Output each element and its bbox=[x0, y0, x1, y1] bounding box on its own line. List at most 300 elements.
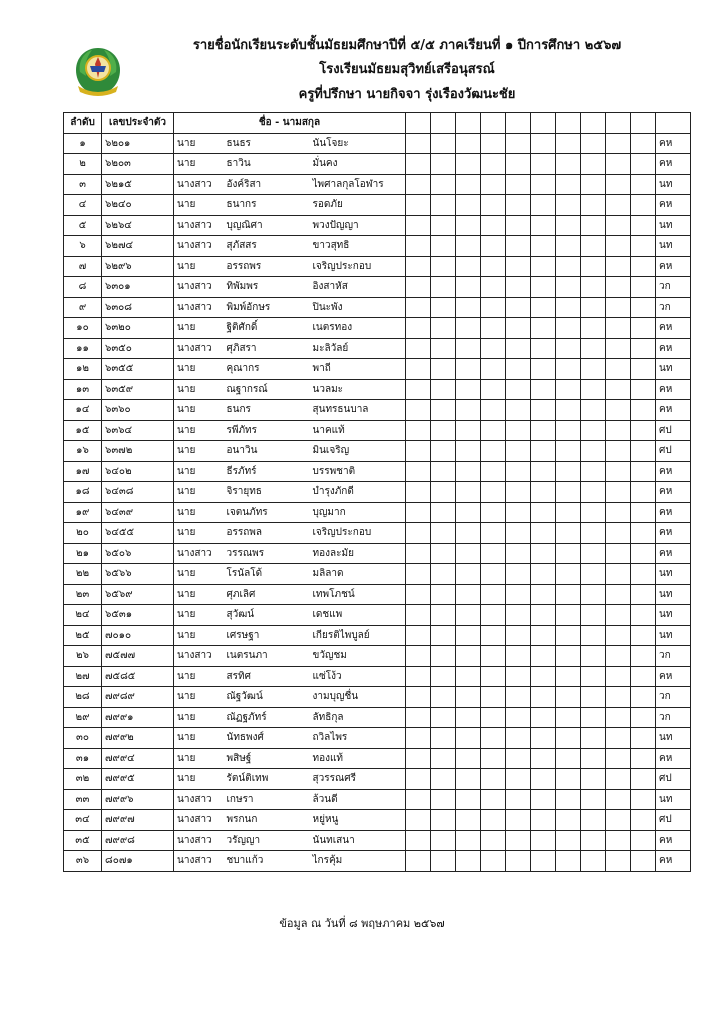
first-name: จิรายุทธ bbox=[224, 482, 310, 503]
blank-cell bbox=[606, 564, 631, 585]
program-code: คห bbox=[656, 523, 691, 544]
blank-cell bbox=[531, 666, 556, 687]
blank-cell bbox=[481, 482, 506, 503]
last-name: ขวัญชม bbox=[310, 646, 406, 667]
blank-cell bbox=[481, 687, 506, 708]
blank-cell bbox=[481, 666, 506, 687]
blank-cell bbox=[556, 523, 581, 544]
blank-cell bbox=[606, 789, 631, 810]
first-name: รพีภัทร bbox=[224, 420, 310, 441]
blank-cell bbox=[581, 174, 606, 195]
blank-cell bbox=[631, 174, 656, 195]
blank-cell bbox=[631, 236, 656, 257]
blank-cell bbox=[456, 728, 481, 749]
blank-cell bbox=[481, 789, 506, 810]
student-id: ๖๔๓๘ bbox=[102, 482, 174, 503]
blank-cell bbox=[606, 646, 631, 667]
table-row bbox=[64, 810, 691, 831]
blank-cell bbox=[581, 564, 606, 585]
blank-cell bbox=[556, 215, 581, 236]
blank-cell bbox=[456, 810, 481, 831]
table-row bbox=[64, 482, 691, 503]
blank-cell bbox=[556, 769, 581, 790]
blank-cell bbox=[531, 420, 556, 441]
row-number: ๕ bbox=[64, 215, 102, 236]
table-row bbox=[64, 256, 691, 277]
blank-cell bbox=[406, 789, 431, 810]
blank-cell bbox=[581, 215, 606, 236]
blank-cell bbox=[606, 338, 631, 359]
table-row bbox=[64, 584, 691, 605]
student-id: ๗๙๙๗ bbox=[102, 810, 174, 831]
row-number: ๒๕ bbox=[64, 625, 102, 646]
blank-cell bbox=[456, 502, 481, 523]
blank-cell bbox=[556, 502, 581, 523]
blank-cell bbox=[531, 277, 556, 298]
blank-cell bbox=[406, 359, 431, 380]
blank-cell bbox=[481, 154, 506, 175]
last-name: ล้วนดี bbox=[310, 789, 406, 810]
blank-cell bbox=[406, 564, 431, 585]
name-prefix: นางสาว bbox=[174, 338, 224, 359]
header-blank bbox=[531, 113, 556, 134]
name-prefix: นางสาว bbox=[174, 830, 224, 851]
blank-cell bbox=[631, 502, 656, 523]
blank-cell bbox=[581, 605, 606, 626]
blank-cell bbox=[431, 256, 456, 277]
blank-cell bbox=[406, 584, 431, 605]
blank-cell bbox=[456, 379, 481, 400]
blank-cell bbox=[406, 830, 431, 851]
student-id: ๗๙๙๔ bbox=[102, 748, 174, 769]
last-name: สุนทรธนบาล bbox=[310, 400, 406, 421]
blank-cell bbox=[556, 564, 581, 585]
blank-cell bbox=[631, 769, 656, 790]
blank-cell bbox=[556, 379, 581, 400]
student-id: ๖๓๖๔ bbox=[102, 420, 174, 441]
first-name: พรกนก bbox=[224, 810, 310, 831]
first-name: ณัฐวัฒน์ bbox=[224, 687, 310, 708]
blank-cell bbox=[456, 318, 481, 339]
table-row bbox=[64, 830, 691, 851]
name-prefix: นางสาว bbox=[174, 174, 224, 195]
student-id: ๖๓๖๐ bbox=[102, 400, 174, 421]
student-id: ๖๕๐๖ bbox=[102, 543, 174, 564]
last-name: มลิลาด bbox=[310, 564, 406, 585]
blank-cell bbox=[556, 543, 581, 564]
last-name: เกียรติไพบูลย์ bbox=[310, 625, 406, 646]
blank-cell bbox=[556, 584, 581, 605]
blank-cell bbox=[581, 728, 606, 749]
blank-cell bbox=[456, 584, 481, 605]
table-row bbox=[64, 400, 691, 421]
program-code: นท bbox=[656, 584, 691, 605]
blank-cell bbox=[606, 625, 631, 646]
blank-cell bbox=[431, 543, 456, 564]
blank-cell bbox=[506, 646, 531, 667]
advisor-line: ครูที่ปรึกษา นายกิจจา รุ่งเรืองวัฒนะชัย bbox=[298, 87, 516, 102]
last-name: ปินะพัง bbox=[310, 297, 406, 318]
blank-cell bbox=[531, 359, 556, 380]
blank-cell bbox=[581, 400, 606, 421]
blank-cell bbox=[631, 810, 656, 831]
header-blank bbox=[456, 113, 481, 134]
blank-cell bbox=[431, 338, 456, 359]
first-name: เจตนภัทร bbox=[224, 502, 310, 523]
student-id: ๖๒๙๖ bbox=[102, 256, 174, 277]
blank-cell bbox=[431, 830, 456, 851]
blank-cell bbox=[581, 810, 606, 831]
first-name: โรนัลโด้ bbox=[224, 564, 310, 585]
blank-cell bbox=[581, 420, 606, 441]
blank-cell bbox=[556, 851, 581, 872]
table-row bbox=[64, 174, 691, 195]
blank-cell bbox=[481, 748, 506, 769]
blank-cell bbox=[531, 564, 556, 585]
header-blank bbox=[656, 113, 691, 134]
blank-cell bbox=[556, 420, 581, 441]
table-row bbox=[64, 236, 691, 257]
blank-cell bbox=[556, 236, 581, 257]
blank-cell bbox=[431, 400, 456, 421]
blank-cell bbox=[506, 666, 531, 687]
blank-cell bbox=[406, 318, 431, 339]
row-number: ๑๐ bbox=[64, 318, 102, 339]
blank-cell bbox=[631, 564, 656, 585]
first-name: อนาวิน bbox=[224, 441, 310, 462]
first-name: ณฐากรณ์ bbox=[224, 379, 310, 400]
blank-cell bbox=[431, 154, 456, 175]
blank-cell bbox=[556, 256, 581, 277]
blank-cell bbox=[531, 318, 556, 339]
student-id: ๗๐๑๐ bbox=[102, 625, 174, 646]
blank-cell bbox=[506, 297, 531, 318]
blank-cell bbox=[431, 502, 456, 523]
blank-cell bbox=[606, 297, 631, 318]
blank-cell bbox=[606, 748, 631, 769]
first-name: พสิษฐ์ bbox=[224, 748, 310, 769]
blank-cell bbox=[406, 625, 431, 646]
blank-cell bbox=[606, 810, 631, 831]
program-code: คห bbox=[656, 748, 691, 769]
blank-cell bbox=[606, 851, 631, 872]
program-code: คห bbox=[656, 543, 691, 564]
blank-cell bbox=[631, 625, 656, 646]
student-id: ๗๙๙๖ bbox=[102, 789, 174, 810]
student-id: ๖๔๕๕ bbox=[102, 523, 174, 544]
name-prefix: นาย bbox=[174, 195, 224, 216]
blank-cell bbox=[506, 728, 531, 749]
blank-cell bbox=[556, 400, 581, 421]
blank-cell bbox=[631, 748, 656, 769]
blank-cell bbox=[631, 584, 656, 605]
blank-cell bbox=[481, 195, 506, 216]
blank-cell bbox=[581, 748, 606, 769]
blank-cell bbox=[431, 789, 456, 810]
blank-cell bbox=[506, 441, 531, 462]
last-name: พาถี bbox=[310, 359, 406, 380]
blank-cell bbox=[406, 461, 431, 482]
blank-cell bbox=[431, 297, 456, 318]
last-name: นันทเสนา bbox=[310, 830, 406, 851]
blank-cell bbox=[606, 277, 631, 298]
blank-cell bbox=[556, 810, 581, 831]
blank-cell bbox=[481, 441, 506, 462]
blank-cell bbox=[581, 543, 606, 564]
blank-cell bbox=[506, 605, 531, 626]
last-name: ทองแท้ bbox=[310, 748, 406, 769]
blank-cell bbox=[481, 851, 506, 872]
name-prefix: นาย bbox=[174, 133, 224, 154]
blank-cell bbox=[506, 830, 531, 851]
blank-cell bbox=[456, 195, 481, 216]
last-name: บุญมาก bbox=[310, 502, 406, 523]
name-prefix: นาย bbox=[174, 482, 224, 503]
blank-cell bbox=[456, 605, 481, 626]
blank-cell bbox=[556, 461, 581, 482]
first-name: สุวัฒน์ bbox=[224, 605, 310, 626]
blank-cell bbox=[406, 810, 431, 831]
name-prefix: นาย bbox=[174, 584, 224, 605]
blank-cell bbox=[406, 338, 431, 359]
blank-cell bbox=[481, 461, 506, 482]
blank-cell bbox=[531, 502, 556, 523]
last-name: เดชแพ bbox=[310, 605, 406, 626]
blank-cell bbox=[431, 769, 456, 790]
blank-cell bbox=[581, 482, 606, 503]
blank-cell bbox=[606, 236, 631, 257]
last-name: นวลมะ bbox=[310, 379, 406, 400]
last-name: อิงสาหัส bbox=[310, 277, 406, 298]
blank-cell bbox=[531, 379, 556, 400]
header-blank bbox=[406, 113, 431, 134]
blank-cell bbox=[531, 482, 556, 503]
blank-cell bbox=[606, 687, 631, 708]
blank-cell bbox=[631, 543, 656, 564]
name-prefix: นาย bbox=[174, 605, 224, 626]
table-row bbox=[64, 769, 691, 790]
blank-cell bbox=[481, 769, 506, 790]
blank-cell bbox=[431, 236, 456, 257]
blank-cell bbox=[556, 687, 581, 708]
blank-cell bbox=[531, 338, 556, 359]
blank-cell bbox=[481, 318, 506, 339]
table-row bbox=[64, 154, 691, 175]
blank-cell bbox=[631, 215, 656, 236]
row-number: ๑๓ bbox=[64, 379, 102, 400]
student-id: ๗๙๙๕ bbox=[102, 769, 174, 790]
last-name: รอดภัย bbox=[310, 195, 406, 216]
blank-cell bbox=[606, 523, 631, 544]
student-id: ๘๐๗๑ bbox=[102, 851, 174, 872]
program-code: นท bbox=[656, 789, 691, 810]
program-code: นท bbox=[656, 359, 691, 380]
blank-cell bbox=[431, 523, 456, 544]
last-name: สุวรรณศรี bbox=[310, 769, 406, 790]
blank-cell bbox=[531, 195, 556, 216]
row-number: ๒๗ bbox=[64, 666, 102, 687]
blank-cell bbox=[431, 564, 456, 585]
table-row bbox=[64, 195, 691, 216]
blank-cell bbox=[406, 523, 431, 544]
blank-cell bbox=[406, 256, 431, 277]
blank-cell bbox=[556, 666, 581, 687]
blank-cell bbox=[531, 461, 556, 482]
blank-cell bbox=[606, 728, 631, 749]
table-row bbox=[64, 297, 691, 318]
row-number: ๓๖ bbox=[64, 851, 102, 872]
blank-cell bbox=[406, 379, 431, 400]
table-row bbox=[64, 379, 691, 400]
blank-cell bbox=[631, 195, 656, 216]
student-id: ๗๕๘๕ bbox=[102, 666, 174, 687]
blank-cell bbox=[506, 625, 531, 646]
student-id: ๖๕๓๑ bbox=[102, 605, 174, 626]
blank-cell bbox=[531, 297, 556, 318]
blank-cell bbox=[431, 810, 456, 831]
name-prefix: นาย bbox=[174, 318, 224, 339]
school-name: โรงเรียนมัธยมสุวิทย์เสรีอนุสรณ์ bbox=[319, 62, 495, 77]
table-row bbox=[64, 687, 691, 708]
blank-cell bbox=[456, 420, 481, 441]
name-prefix: นางสาว bbox=[174, 789, 224, 810]
blank-cell bbox=[431, 728, 456, 749]
blank-cell bbox=[431, 851, 456, 872]
blank-cell bbox=[431, 318, 456, 339]
student-id: ๖๒๗๔ bbox=[102, 236, 174, 257]
blank-cell bbox=[606, 195, 631, 216]
row-number: ๓๐ bbox=[64, 728, 102, 749]
blank-cell bbox=[606, 707, 631, 728]
row-number: ๙ bbox=[64, 297, 102, 318]
blank-cell bbox=[581, 625, 606, 646]
blank-cell bbox=[581, 687, 606, 708]
blank-cell bbox=[556, 359, 581, 380]
blank-cell bbox=[456, 851, 481, 872]
last-name: แซ่โง้ว bbox=[310, 666, 406, 687]
blank-cell bbox=[431, 195, 456, 216]
blank-cell bbox=[481, 830, 506, 851]
blank-cell bbox=[531, 400, 556, 421]
row-number: ๒๑ bbox=[64, 543, 102, 564]
blank-cell bbox=[506, 707, 531, 728]
blank-cell bbox=[481, 277, 506, 298]
row-number: ๑๘ bbox=[64, 482, 102, 503]
blank-cell bbox=[581, 297, 606, 318]
name-prefix: นาย bbox=[174, 625, 224, 646]
program-code: วก bbox=[656, 277, 691, 298]
blank-cell bbox=[456, 215, 481, 236]
blank-cell bbox=[481, 564, 506, 585]
name-prefix: นาย bbox=[174, 687, 224, 708]
blank-cell bbox=[431, 379, 456, 400]
blank-cell bbox=[556, 297, 581, 318]
first-name: ธนกร bbox=[224, 400, 310, 421]
blank-cell bbox=[556, 154, 581, 175]
blank-cell bbox=[556, 625, 581, 646]
last-name: เจริญประกอบ bbox=[310, 523, 406, 544]
blank-cell bbox=[481, 502, 506, 523]
blank-cell bbox=[406, 174, 431, 195]
blank-cell bbox=[456, 830, 481, 851]
blank-cell bbox=[481, 400, 506, 421]
blank-cell bbox=[631, 359, 656, 380]
blank-cell bbox=[606, 543, 631, 564]
student-id: ๖๓๐๑ bbox=[102, 277, 174, 298]
blank-cell bbox=[631, 256, 656, 277]
blank-cell bbox=[556, 789, 581, 810]
program-code: คห bbox=[656, 318, 691, 339]
blank-cell bbox=[456, 154, 481, 175]
blank-cell bbox=[406, 851, 431, 872]
blank-cell bbox=[456, 482, 481, 503]
blank-cell bbox=[531, 256, 556, 277]
blank-cell bbox=[481, 174, 506, 195]
header-blank bbox=[481, 113, 506, 134]
row-number: ๑๖ bbox=[64, 441, 102, 462]
first-name: เศรษฐา bbox=[224, 625, 310, 646]
blank-cell bbox=[531, 851, 556, 872]
program-code: คห bbox=[656, 338, 691, 359]
name-prefix: นาย bbox=[174, 564, 224, 585]
last-name: เนตรทอง bbox=[310, 318, 406, 339]
table-row bbox=[64, 543, 691, 564]
blank-cell bbox=[431, 687, 456, 708]
blank-cell bbox=[456, 133, 481, 154]
blank-cell bbox=[406, 769, 431, 790]
blank-cell bbox=[506, 154, 531, 175]
blank-cell bbox=[456, 400, 481, 421]
name-prefix: นาย bbox=[174, 769, 224, 790]
blank-cell bbox=[581, 523, 606, 544]
row-number: ๑๔ bbox=[64, 400, 102, 421]
program-code: วก bbox=[656, 297, 691, 318]
table-row bbox=[64, 666, 691, 687]
last-name: ขาวสุทธิ bbox=[310, 236, 406, 257]
blank-cell bbox=[581, 666, 606, 687]
blank-cell bbox=[556, 482, 581, 503]
blank-cell bbox=[581, 359, 606, 380]
blank-cell bbox=[631, 523, 656, 544]
student-id: ๗๕๗๗ bbox=[102, 646, 174, 667]
program-code: ศป bbox=[656, 810, 691, 831]
blank-cell bbox=[456, 359, 481, 380]
blank-cell bbox=[431, 584, 456, 605]
row-number: ๑ bbox=[64, 133, 102, 154]
table-row bbox=[64, 338, 691, 359]
program-code: ศป bbox=[656, 420, 691, 441]
blank-cell bbox=[456, 256, 481, 277]
blank-cell bbox=[631, 338, 656, 359]
blank-cell bbox=[406, 666, 431, 687]
blank-cell bbox=[506, 236, 531, 257]
roster-body bbox=[64, 133, 691, 871]
blank-cell bbox=[581, 441, 606, 462]
last-name: เทพโภชน์ bbox=[310, 584, 406, 605]
student-id: ๖๓๒๐ bbox=[102, 318, 174, 339]
blank-cell bbox=[481, 420, 506, 441]
row-number: ๒๔ bbox=[64, 605, 102, 626]
blank-cell bbox=[406, 420, 431, 441]
blank-cell bbox=[456, 543, 481, 564]
program-code: คห bbox=[656, 379, 691, 400]
row-number: ๑๗ bbox=[64, 461, 102, 482]
name-prefix: นางสาว bbox=[174, 543, 224, 564]
blank-cell bbox=[406, 687, 431, 708]
blank-cell bbox=[406, 236, 431, 257]
blank-cell bbox=[556, 707, 581, 728]
blank-cell bbox=[531, 728, 556, 749]
